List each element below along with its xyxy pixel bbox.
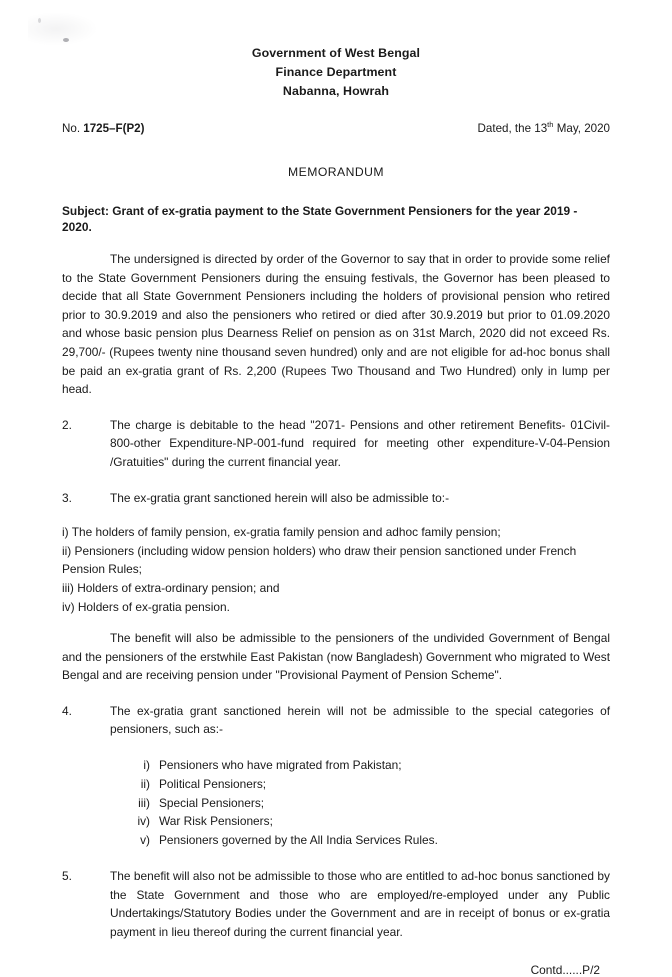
paragraph-5: [62, 867, 610, 941]
scan-speck: [38, 18, 41, 23]
list-item: iii) Holders of extra-ordinary pension; and: [62, 580, 280, 595]
document-content: [62, 0, 610, 977]
paragraph-4: [62, 702, 610, 739]
list-item: [62, 756, 610, 775]
list-item-label: Pensioners governed by the All India Services Rules.: [159, 833, 438, 848]
memorandum-heading: MEMORANDUM: [288, 165, 384, 179]
memo-number-value: 1725–F(P2): [83, 122, 145, 135]
excluded-categories-list: [62, 756, 610, 850]
paragraph-2: [62, 416, 610, 472]
memo-number: [62, 122, 145, 135]
paragraph-benefit: The benefit will also be admissible to the pensioners of the undivided Government of Bengal and the pensioners of the erstwhile East Pakistan (now Bangladesh) Government who migrated to West Bengal and are receiving pension under "Provisional Payment of Pension Scheme".: [62, 631, 610, 683]
paragraph-5-text: The benefit will also not be admissible to those who are entitled to ad-hoc bonus sanctioned by the State Government and those who are employed/re-employed under any Public Undertakings/Statutory Bodies under the Government and are in receipt of bonus or ex-gratia payment in lieu thereof during the current financial year.: [110, 869, 610, 939]
list-item: i) The holders of family pension, ex-gratia family pension and adhoc family pension;: [62, 525, 501, 540]
paragraph-4-text: The ex-gratia grant sanctioned herein will not be admissible to the special categories of pensioners, such as:-: [110, 703, 610, 737]
paragraph-2-text: The charge is debitable to the head "2071- Pensions and other retirement Benefits- 01Civil-800-other Expenditure-NP-001-fund required for meeting other expenditure-V-04-Pension /Gratuities" during the current financial year.: [110, 417, 610, 469]
list-item-marker: iv): [137, 814, 150, 829]
subject-line: Subject: Grant of ex-gratia payment to the State Government Pensioners for the year 2019 - 2020.: [62, 204, 578, 234]
letterhead-line-department: Finance Department: [275, 65, 397, 79]
list-item: [62, 812, 610, 831]
paragraph-1: The undersigned is directed by order of the Governor to say that in order to provide some relief to the State Government Pensioners during the ensuing festivals, the Governor has been pleased to decide that all State Government Pensioners including the holders of provisional pension who retired prior to 30.9.2019 and also the pensioners who retired or died after 30.9.2019 but prior to 01.09.2020 and whose basic pension plus Dearness Relief on pension as on 31st March, 2020 did not exceed Rs. 29,700/- (Rupees twenty nine thousand seven hundred) only and are not eligible for ad-hoc bonus shall be paid an ex-gratia grant of Rs. 2,200 (Rupees Two Thousand and Two Hundred) only in lump per head.: [62, 252, 610, 397]
admissible-list: [62, 523, 610, 616]
list-item-marker: v): [140, 833, 150, 848]
paragraph-5-number: 5.: [62, 869, 72, 884]
memo-date-prefix: Dated, the 13: [477, 122, 548, 135]
list-item-label: Special Pensioners;: [159, 795, 265, 810]
memo-number-label: No.: [62, 122, 84, 135]
list-item-label: War Risk Pensioners;: [159, 814, 273, 829]
reference-row: [62, 122, 610, 135]
list-item: iv) Holders of ex-gratia pension.: [62, 599, 230, 614]
letterhead: [62, 44, 610, 101]
letterhead-line-government: Government of West Bengal: [251, 46, 421, 60]
memo-date-suffix: May, 2020: [553, 122, 610, 135]
list-item-marker: i): [143, 758, 150, 773]
list-item: [62, 831, 610, 850]
list-item: [62, 794, 610, 813]
memo-date-ordinal-suffix: th: [547, 120, 554, 130]
paragraph-3-number: 3.: [62, 490, 72, 505]
continuation-note: Contd......P/2: [530, 963, 600, 977]
list-item: [62, 775, 610, 794]
list-item: ii) Pensioners (including widow pension holders) who draw their pension sanctioned under French Pension Rules;: [62, 543, 577, 577]
list-item-marker: iii): [138, 795, 150, 810]
paragraph-3-text: The ex-gratia grant sanctioned herein will also be admissible to:-: [110, 490, 450, 505]
paragraph-3: [62, 489, 610, 508]
letterhead-line-address: Nabanna, Howrah: [282, 84, 390, 98]
memo-date: [478, 122, 610, 135]
list-item-marker: ii): [140, 776, 150, 791]
list-item-label: Pensioners who have migrated from Pakistan;: [159, 758, 402, 773]
paragraph-2-number: 2.: [62, 417, 72, 432]
paragraph-4-number: 4.: [62, 703, 72, 718]
list-item-label: Political Pensioners;: [159, 776, 267, 791]
